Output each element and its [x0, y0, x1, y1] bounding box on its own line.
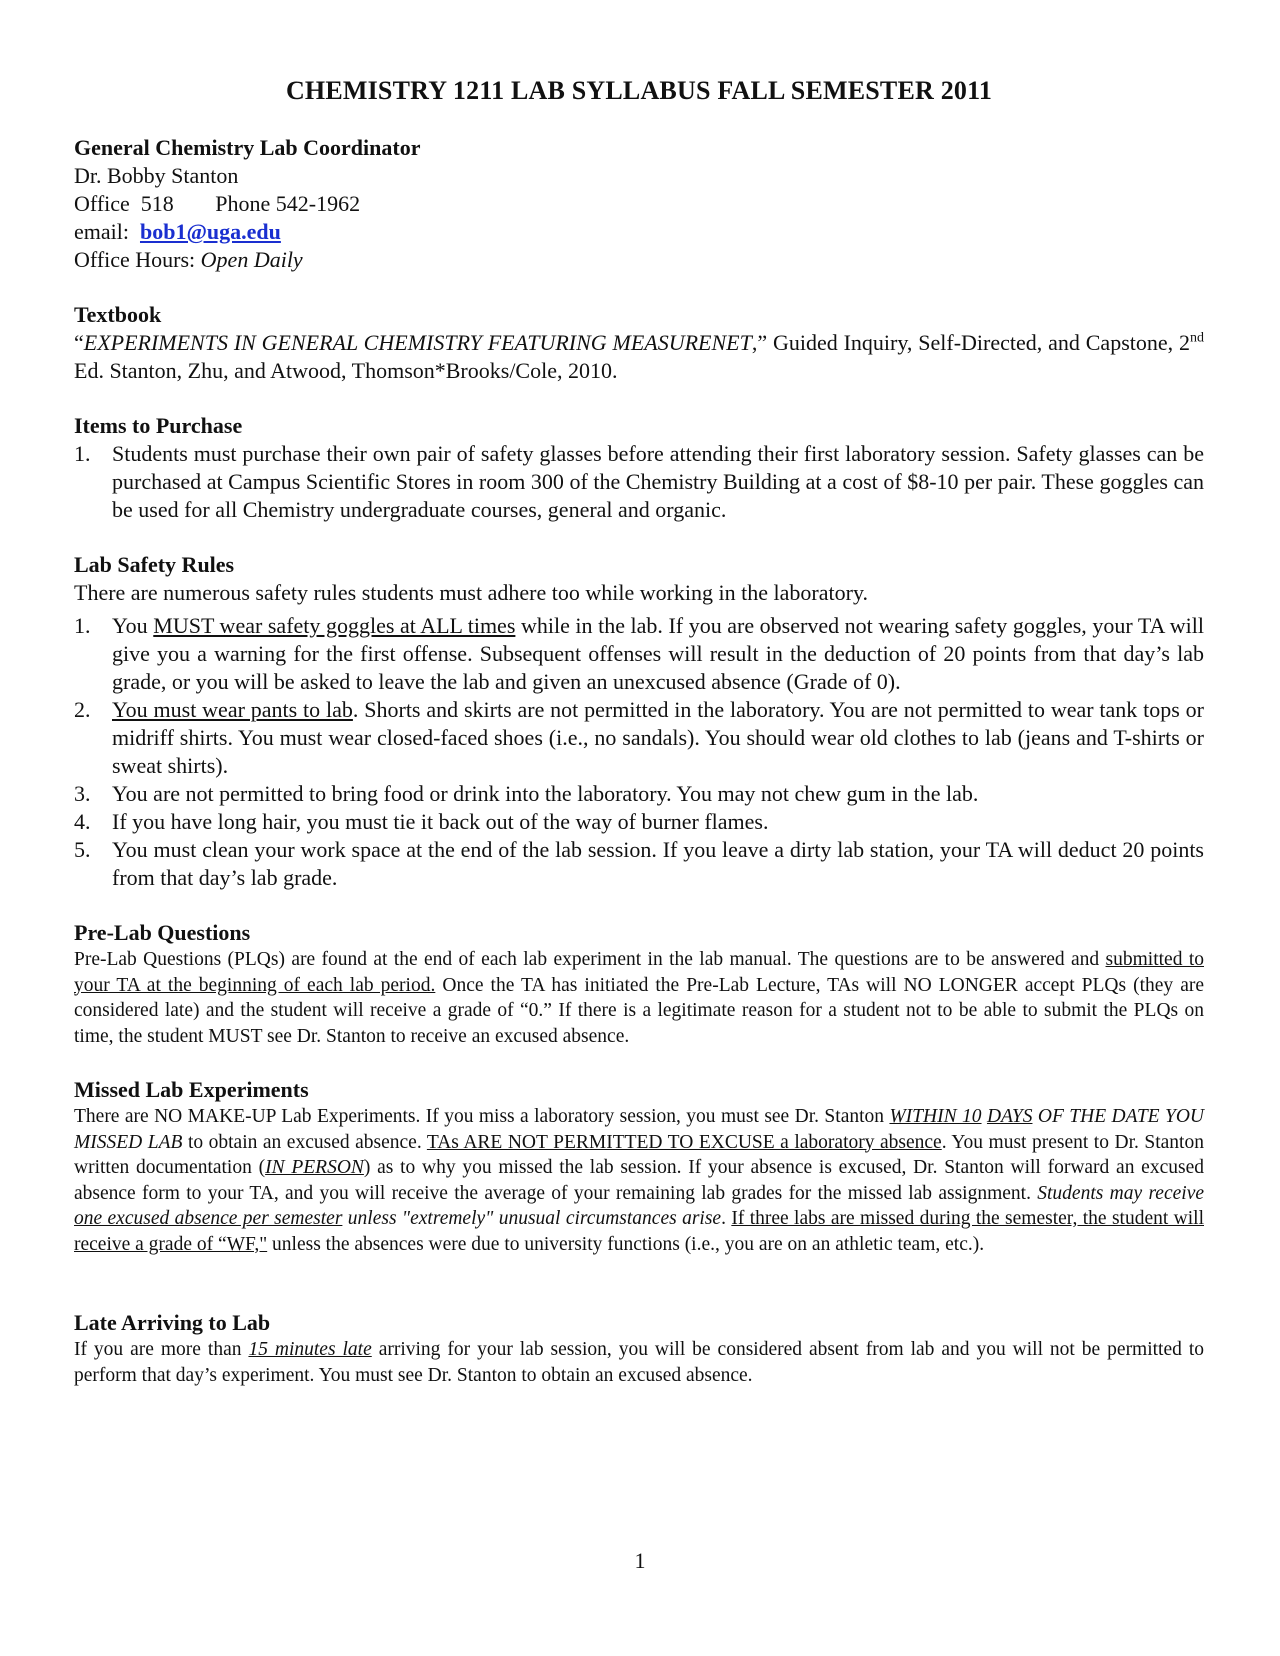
textbook-heading: Textbook: [74, 302, 162, 327]
rule-emphasis: MUST wear safety goggles at ALL times: [153, 613, 516, 638]
list-text: [112, 612, 1204, 696]
list-text: You are not permitted to bring food or drink into the laboratory. You may not chew gum in the lab.: [112, 781, 979, 806]
page-title: CHEMISTRY 1211 LAB SYLLABUS FALL SEMESTER 2011: [285, 76, 993, 105]
rule-emphasis: You must wear pants to lab: [112, 697, 353, 722]
missed-text: There are NO MAKE-UP Lab Experiments. If you miss a laboratory session, you must see Dr. Stanton: [74, 1106, 890, 1127]
missed-emphasis: WITHIN 10: [889, 1106, 982, 1127]
list-number: 1.: [74, 441, 91, 466]
missed-emphasis: If three labs are missed during the semester, the student will receive a grade of “WF,": [74, 1208, 1204, 1255]
list-text: You must clean your work space at the end of the lab session. If you leave a dirty lab station, your TA will deduct 20 points from that day’s lab grade.: [112, 837, 1204, 890]
late-body: [74, 1337, 1204, 1388]
missed-body: [74, 1104, 1204, 1257]
edition-sup: nd: [1190, 330, 1204, 346]
list-text: Students must purchase their own pair of safety glasses before attending their first laboratory session. Safety glasses can be purchased at Campus Scientific Stores in room 300 of the Chemistry Building at a cost of $8-10 per pair. These goggles can be used for all Chemistry undergraduate courses, general and organic.: [112, 441, 1204, 522]
missed-emphasis: one excused absence per semester: [74, 1208, 343, 1229]
email-label: email:: [74, 219, 129, 244]
coordinator-heading: General Chemistry Lab Coordinator: [74, 135, 421, 160]
missed-text: ) as to why you missed the lab session. If your absence is excused, Dr. Stanton will forward an excused absence form to your TA, and you will receive the average of your remaining lab grades for the missed lab assignment.: [74, 1157, 1204, 1204]
list-number: 5.: [74, 837, 91, 862]
missed-emphasis: unless "extremely" unusual circumstances arise: [342, 1208, 722, 1229]
safety-heading: Lab Safety Rules: [74, 552, 235, 577]
missed-emphasis: TAs ARE NOT PERMITTED TO EXCUSE a laboratory absence: [426, 1131, 942, 1153]
list-item: [74, 808, 1204, 836]
late-section: [74, 1309, 1204, 1388]
coordinator-section: [74, 134, 1204, 274]
missed-text: . You must present to Dr. Stanton written documentation (: [74, 1131, 1204, 1178]
missed-text: .: [721, 1208, 732, 1229]
missed-emphasis: IN PERSON: [265, 1157, 364, 1178]
office-label: Office: [74, 191, 130, 216]
missed-text: unless the absences were due to university functions (i.e., you are on an athletic team, etc.).: [267, 1233, 985, 1255]
quote-open: “: [74, 330, 84, 355]
page-number: 1: [634, 1548, 646, 1573]
list-number: 2.: [74, 697, 91, 722]
list-item: [74, 612, 1204, 696]
missed-emphasis: DAYS: [986, 1106, 1033, 1127]
purchase-section: [74, 412, 1204, 524]
textbook-rest: Ed. Stanton, Zhu, and Atwood, Thomson*Brooks/Cole, 2010.: [74, 358, 618, 383]
list-item: [74, 780, 1204, 808]
list-number: 3.: [74, 781, 91, 806]
missed-section: [74, 1076, 1204, 1257]
email-link[interactable]: bob1@uga.edu: [139, 219, 281, 244]
rule-text: . Shorts and skirts are not permitted in the laboratory. You are not permitted to wear tank tops or midriff shirts. You must wear closed-faced shoes (i.e., no sandals). You should wear old clothes to lab (jeans and T-shirts or sweat shirts).: [112, 697, 1204, 778]
missed-emphasis: Students may receive: [1037, 1182, 1204, 1204]
late-text: arriving for your lab session, you will be considered absent from lab and you will not be permitted to perform that day’s experiment. You must see Dr. Stanton to obtain an excused absence.: [74, 1339, 1205, 1386]
syllabus-page: [74, 70, 1204, 1388]
textbook-title: EXPERIMENTS IN GENERAL CHEMISTRY FEATURING MEASURENET: [83, 330, 752, 355]
safety-intro: There are numerous safety rules students must adhere too while working in the laboratory.: [74, 580, 869, 605]
late-text: If you are more than: [74, 1339, 249, 1360]
purchase-heading: Items to Purchase: [74, 413, 243, 438]
late-emphasis: 15 minutes late: [248, 1339, 372, 1360]
phone-label: Phone: [215, 191, 271, 216]
list-item: [74, 440, 1204, 524]
textbook-citation: [74, 329, 1204, 385]
list-number: 4.: [74, 809, 91, 834]
missed-heading: Missed Lab Experiments: [74, 1077, 309, 1102]
prelab-text: Pre-Lab Questions (PLQs) are found at the end of each lab experiment in the lab manual. The questions are to be answered and: [74, 949, 1106, 970]
hours-value: Open Daily: [200, 247, 303, 272]
list-item: [74, 696, 1204, 780]
missed-emphasis: OF THE DATE YOU MISSED LAB: [74, 1106, 1205, 1153]
coordinator-name: Dr. Bobby Stanton: [74, 163, 239, 188]
textbook-section: [74, 301, 1204, 385]
rule-text: You: [112, 613, 154, 638]
coordinator-hours-line: [74, 246, 1204, 274]
list-text: If you have long hair, you must tie it back out of the way of burner flames.: [112, 809, 769, 834]
coordinator-email-line: [74, 218, 1204, 246]
safety-section: [74, 551, 1204, 892]
prelab-emphasis: submitted to your TA at the beginning of each lab period.: [74, 949, 1204, 996]
coordinator-office-line: [74, 190, 1204, 218]
prelab-text: Once the TA has initiated the Pre-Lab Lecture, TAs will NO LONGER accept PLQs (they are considered late) and the student will receive a grade of “0.” If there is a legitimate reason for a student not to be able to submit the PLQs on time, the student MUST see Dr. Stanton to receive an excused absence.: [74, 974, 1204, 1047]
prelab-heading: Pre-Lab Questions: [74, 920, 251, 945]
rule-text: while in the lab. If you are observed not wearing safety goggles, your TA will give you a warning for the first offense. Subsequent offenses will result in the deduction of 20 points from that day’s lab grade, or you will be asked to leave the lab and given an unexcused absence (Grade of 0).: [112, 613, 1205, 694]
list-number: 1.: [74, 613, 91, 638]
late-heading: Late Arriving to Lab: [74, 1310, 271, 1335]
hours-label: Office Hours:: [74, 247, 196, 272]
list-text: [112, 696, 1204, 780]
prelab-body: [74, 947, 1204, 1049]
missed-text: to obtain an excused absence.: [182, 1131, 427, 1153]
safety-list: [74, 612, 1204, 892]
prelab-section: [74, 919, 1204, 1049]
purchase-list: [74, 440, 1204, 524]
office-number: 518: [140, 191, 174, 216]
phone-number: 542-1962: [275, 191, 361, 216]
textbook-after-title: ,” Guided Inquiry, Self-Directed, and Capstone, 2: [751, 330, 1190, 355]
list-item: [74, 836, 1204, 892]
